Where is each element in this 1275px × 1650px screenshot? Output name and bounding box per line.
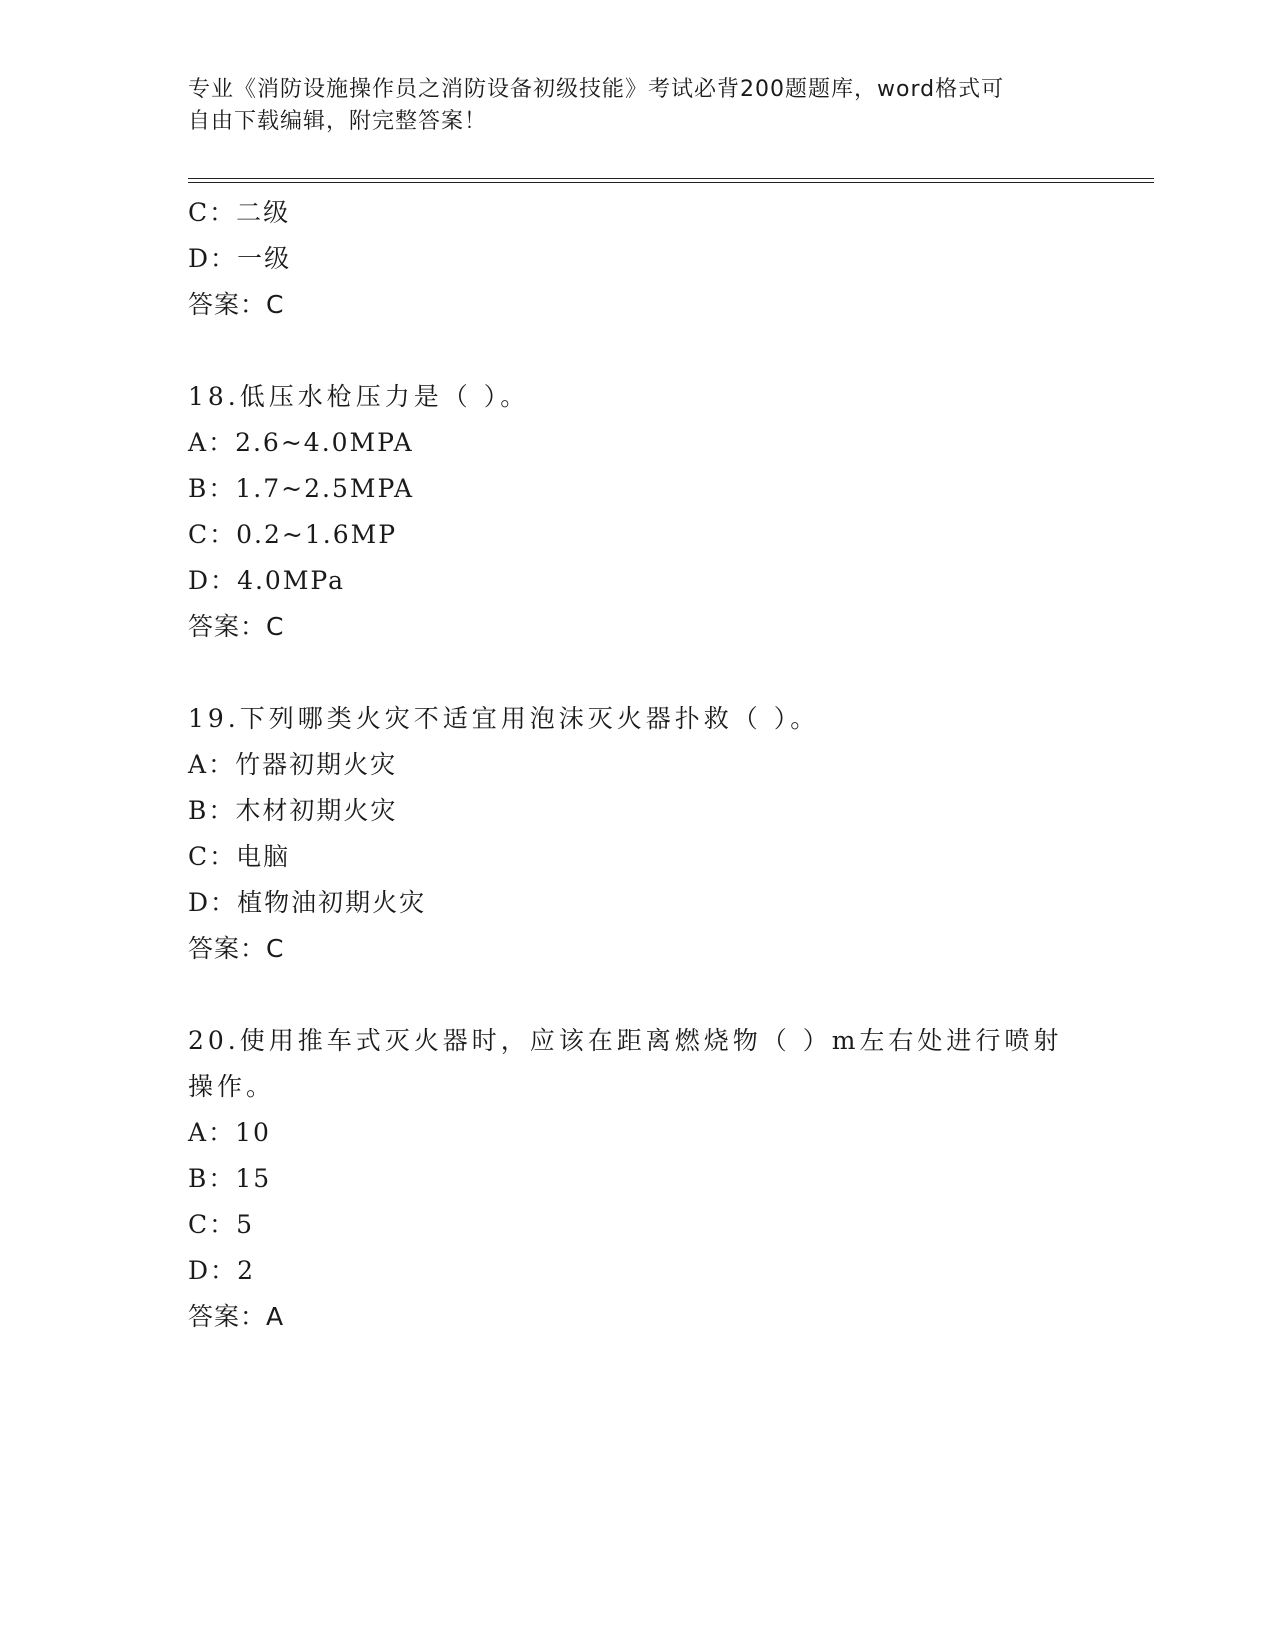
question-20 [188,1018,1088,1340]
option-d: D：植物油初期火灾 [188,888,427,917]
answer-line: 答案：C [188,934,285,963]
option-d: D：一级 [188,244,292,273]
question-19 [188,696,1088,972]
option-d: D：2 [188,1256,255,1285]
header-line-2: 自由下载编辑，附完整答案！ [188,109,488,134]
question-title: 20.使用推车式灭火器时，应该在距离燃烧物（ ）m左右处进行喷射 [188,1026,1063,1055]
option-c: C：二级 [188,198,291,227]
option-b: B：木材初期火灾 [188,796,398,825]
question-title: 18.低压水枪压力是（ ）。 [188,382,530,411]
option-a: A：2.6~4.0MPA [188,428,414,457]
option-b: B：1.7~2.5MPA [188,474,415,503]
answer-line: 答案：A [188,1302,285,1331]
option-d: D：4.0MPa [188,566,346,595]
option-c: C：5 [188,1210,255,1239]
answer-line: 答案：C [188,612,285,641]
header-divider-top [188,178,1154,179]
answer-line: 答案：C [188,290,285,319]
option-b: B：15 [188,1164,272,1193]
option-a: A：竹器初期火灾 [188,750,398,779]
option-c: C：0.2~1.6MP [188,520,398,549]
question-title-continuation: 操作。 [188,1072,276,1101]
question-title: 19.下列哪类火灾不适宜用泡沫灭火器扑救（ ）。 [188,704,820,733]
question-18 [188,374,1088,650]
option-a: A：10 [188,1118,271,1147]
header-divider-bottom [188,182,1154,183]
continued-question [188,190,1088,328]
document-header [188,74,1088,138]
option-c: C：电脑 [188,842,291,871]
header-line-1: 专业《消防设施操作员之消防设备初级技能》考试必背200题题库，word格式可 [188,77,1005,102]
question-list [188,190,1088,1340]
